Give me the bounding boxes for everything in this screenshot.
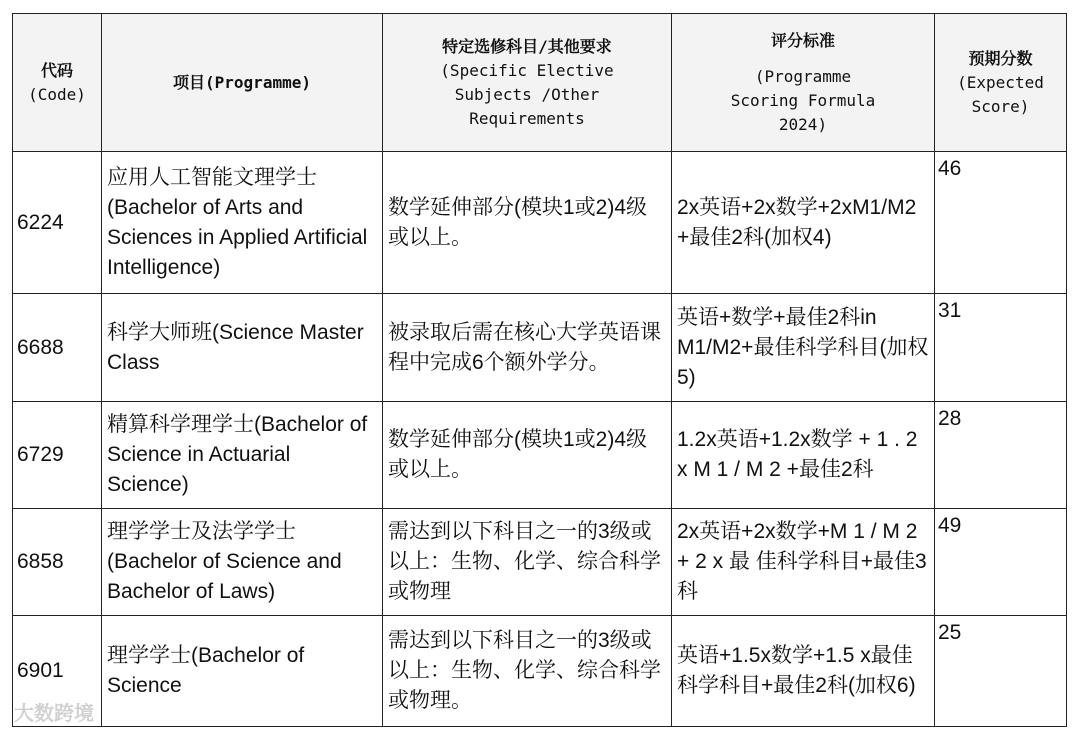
header-requirements-zh: 特定选修科目/其他要求 — [442, 36, 612, 56]
programme-cell: 理学学士(Bachelor of Science — [102, 616, 383, 727]
header-programme-label: 项目(Programme) — [173, 72, 311, 92]
header-row — [13, 14, 1067, 152]
header-requirements-en-2: Subjects /Other — [454, 84, 600, 104]
header-scoring-en-1: (Programme — [754, 66, 852, 86]
programme-cell: 理学学士及法学学士(Bachelor of Science and Bachelor of Laws) — [102, 509, 383, 616]
programme-cell: 精算科学理学士(Bachelor of Science in Actuarial Science) — [102, 402, 383, 509]
header-code-zh: 代码 — [40, 60, 73, 80]
code-cell: 6224 — [13, 152, 102, 294]
table-row — [13, 294, 1067, 402]
requirement-cell: 数学延伸部分(模块1或2)4级或以上。 — [383, 152, 672, 294]
score-cell: 46 — [935, 152, 1067, 294]
header-code — [13, 14, 102, 152]
code-cell: 6688 — [13, 294, 102, 402]
watermark-logo: 大数跨境 — [14, 701, 94, 725]
header-scoring — [672, 14, 935, 152]
header-scoring-en-3: 2024) — [778, 114, 828, 134]
header-requirements-en-1: (Specific Elective — [440, 60, 614, 80]
header-programme — [102, 14, 383, 152]
score-cell: 49 — [935, 509, 1067, 616]
formula-cell: 2x英语+2x数学+M 1 / M 2 + 2 x 最 佳科学科目+最佳3科 — [672, 509, 935, 616]
formula-cell: 1.2x英语+1.2x数学 + 1 . 2 x M 1 / M 2 +最佳2科 — [672, 402, 935, 509]
table-row — [13, 509, 1067, 616]
table-row — [13, 616, 1067, 727]
header-score-en-1: (Expected — [957, 72, 1044, 92]
header-scoring-zh: 评分标准 — [770, 30, 835, 50]
code-cell: 6729 — [13, 402, 102, 509]
header-requirements-en-3: Requirements — [469, 108, 585, 128]
code-cell: 6858 — [13, 509, 102, 616]
score-cell: 25 — [935, 616, 1067, 727]
formula-cell: 英语+数学+最佳2科in M1/M2+最佳科学科目(加权5) — [672, 294, 935, 402]
formula-cell: 英语+1.5x数学+1.5 x最佳科学科目+最佳2科(加权6) — [672, 616, 935, 727]
formula-cell: 2x英语+2x数学+2xM1/M2 +最佳2科(加权4) — [672, 152, 935, 294]
score-cell: 31 — [935, 294, 1067, 402]
programme-cell: 应用人工智能文理学士(Bachelor of Arts and Sciences in Applied Artificial Intelligence) — [102, 152, 383, 294]
header-code-en: (Code) — [28, 84, 86, 104]
requirement-cell: 需达到以下科目之一的3级或以上：生物、化学、综合科学或物理 — [383, 509, 672, 616]
score-cell: 28 — [935, 402, 1067, 509]
header-score-zh: 预期分数 — [968, 48, 1033, 68]
table-row — [13, 402, 1067, 509]
code-cell: 6901 — [13, 616, 102, 727]
requirement-cell: 被录取后需在核心大学英语课程中完成6个额外学分。 — [383, 294, 672, 402]
requirement-cell: 需达到以下科目之一的3级或以上：生物、化学、综合科学或物理。 — [383, 616, 672, 727]
header-score-en-2: Score) — [971, 96, 1030, 116]
header-requirements — [383, 14, 672, 152]
header-scoring-en-2: Scoring Formula — [730, 90, 876, 110]
requirement-cell: 数学延伸部分(模块1或2)4级或以上。 — [383, 402, 672, 509]
table-row — [13, 152, 1067, 294]
programme-table — [12, 13, 1067, 727]
header-expected-score — [935, 14, 1067, 152]
programme-cell: 科学大师班(Science Master Class — [102, 294, 383, 402]
